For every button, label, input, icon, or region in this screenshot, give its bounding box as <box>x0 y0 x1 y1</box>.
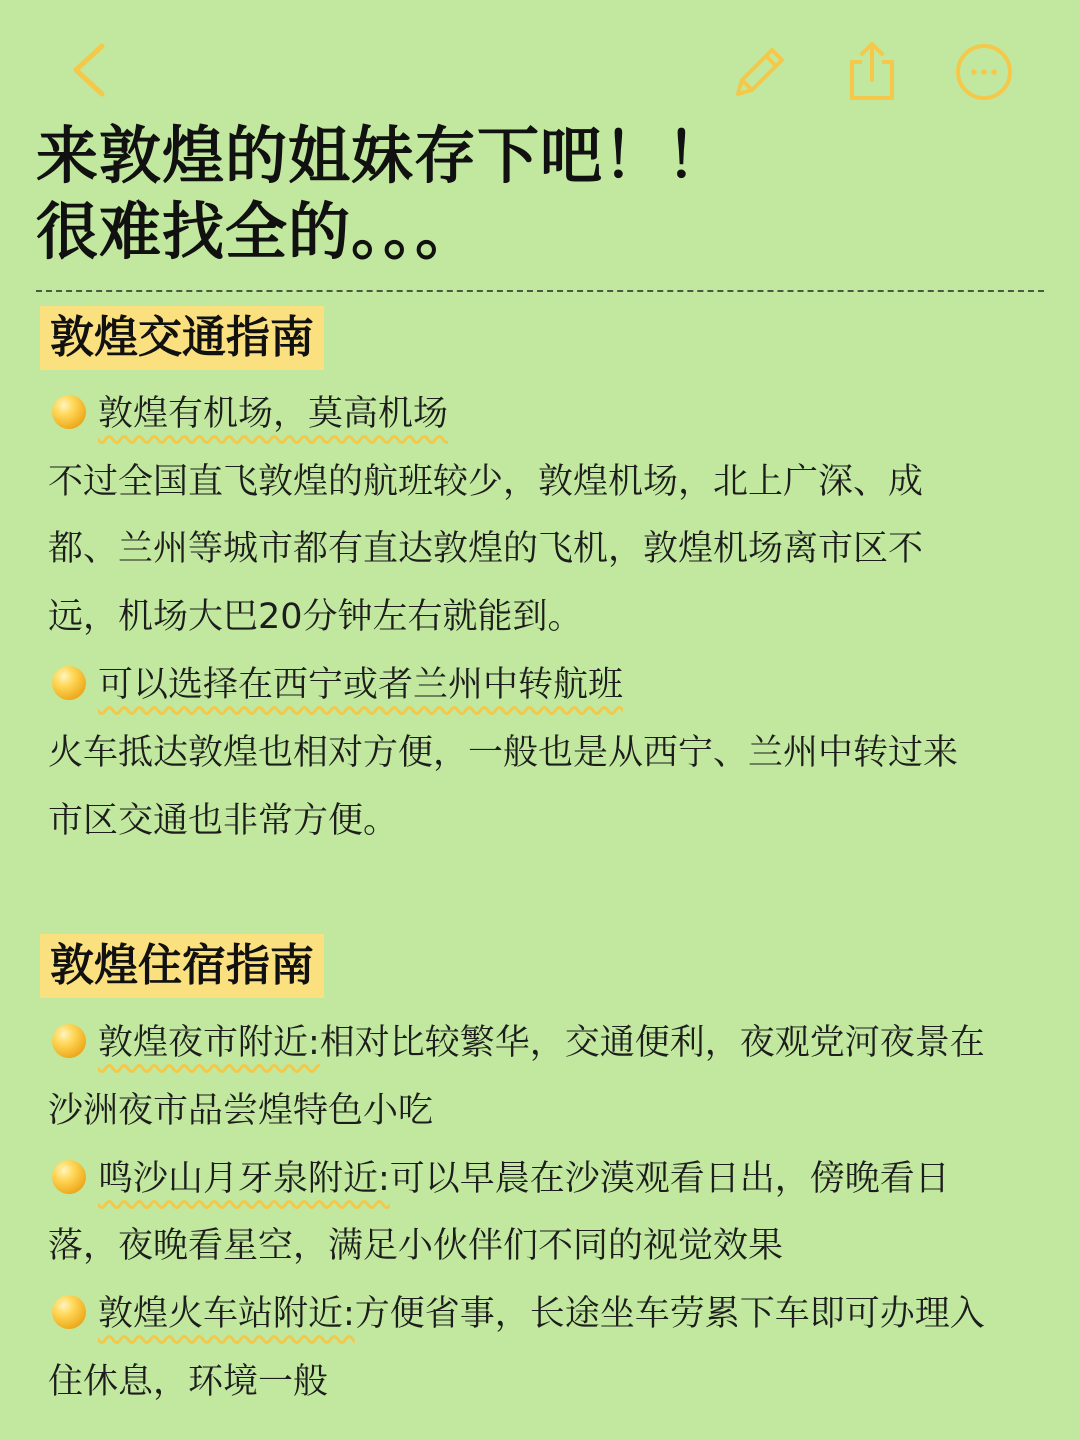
lodging-item-2 <box>52 1155 950 1203</box>
lodging-item-1 <box>52 1019 985 1067</box>
lodging-guide-heading: 敦煌住宿指南 <box>40 934 324 998</box>
pencil-icon[interactable] <box>722 36 794 108</box>
transport-bullet-2 <box>52 661 623 709</box>
lodging-item-3 <box>52 1290 985 1338</box>
transport-para-line: 不过全国直飞敦煌的航班较少，敦煌机场，北上广深、成 <box>48 462 924 502</box>
top-toolbar <box>0 36 1080 108</box>
back-icon[interactable] <box>54 36 126 108</box>
bullet-dot-icon <box>52 1295 86 1329</box>
title-line-2: 很难找全的。。。 <box>36 195 479 268</box>
transport-bullet-2-text: 可以选择在西宁或者兰州中转航班 <box>98 665 624 705</box>
lodging-item-1-label: 敦煌夜市附近: <box>98 1023 320 1063</box>
bullet-dot-icon <box>52 1024 86 1058</box>
transport-bullet-1-text: 敦煌有机场，莫高机场 <box>98 394 449 434</box>
lodging-item-1-text: 相对比较繁华，交通便利，夜观党河夜景在 <box>319 1023 985 1063</box>
lodging-item-1-cont: 沙洲夜市品尝煌特色小吃 <box>48 1091 434 1131</box>
lodging-item-3-label: 敦煌火车站附近: <box>98 1294 355 1334</box>
transport-para-line: 市区交通也非常方便。 <box>48 801 399 841</box>
lodging-item-3-text: 方便省事，长途坐车劳累下车即可办理入 <box>354 1294 985 1334</box>
dashed-divider <box>36 290 1044 292</box>
lodging-item-2-text: 可以早晨在沙漠观看日出，傍晚看日 <box>389 1159 950 1199</box>
transport-bullet-1 <box>52 390 448 438</box>
transport-guide-heading: 敦煌交通指南 <box>40 306 324 370</box>
bullet-dot-icon <box>52 1160 86 1194</box>
lodging-item-3-cont: 住休息，环境一般 <box>48 1362 329 1402</box>
lodging-item-2-label: 鸣沙山月牙泉附近: <box>98 1159 390 1199</box>
title-line-1: 来敦煌的姐妹存下吧！！ <box>36 119 730 192</box>
transport-para-line: 远，机场大巴20分钟左右就能到。 <box>48 597 583 637</box>
transport-para-line: 都、兰州等城市都有直达敦煌的飞机，敦煌机场离市区不 <box>48 529 924 569</box>
bullet-dot-icon <box>52 395 86 429</box>
transport-para-line: 火车抵达敦煌也相对方便，一般也是从西宁、兰州中转过来 <box>48 733 959 773</box>
lodging-item-2-cont: 落，夜晚看星空，满足小伙伴们不同的视觉效果 <box>48 1226 784 1266</box>
more-icon[interactable] <box>946 36 1018 108</box>
share-icon[interactable] <box>836 36 908 108</box>
page-title <box>36 118 1046 270</box>
bullet-dot-icon <box>52 666 86 700</box>
